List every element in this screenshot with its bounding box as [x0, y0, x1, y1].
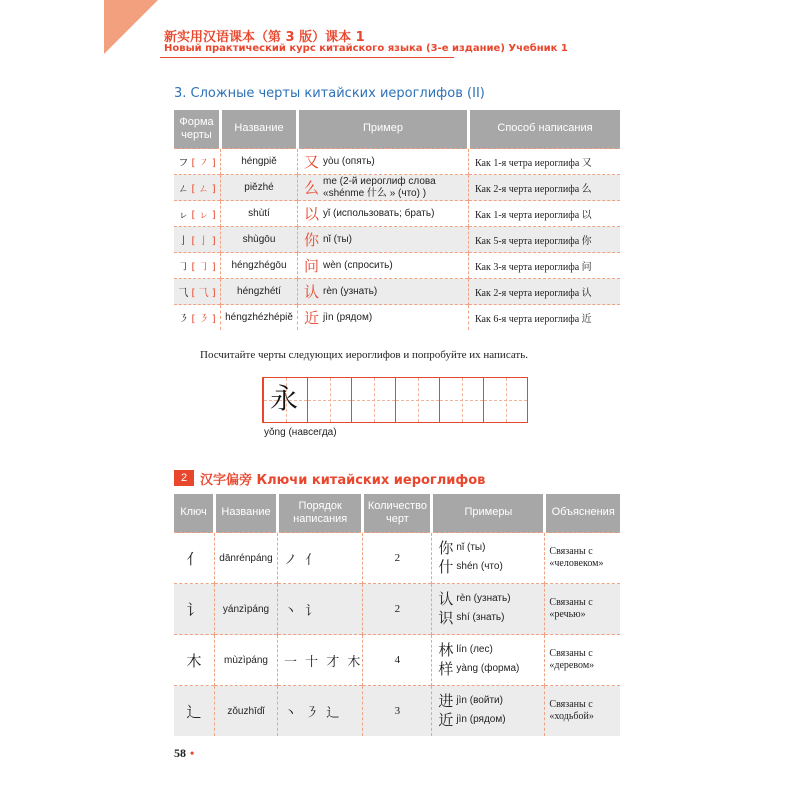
table-row	[174, 305, 620, 331]
radicals-table	[174, 494, 620, 736]
col-name: Название	[221, 110, 298, 149]
method-cell: Как 2-я черта иероглифа 认	[469, 279, 621, 305]
stroke-cell: フ [ ㇇ ]	[174, 149, 221, 175]
example-cell: 么 me (2-й иероглиф слова «shénme 什么 » (что) )	[298, 175, 469, 201]
example-cell: 以 yǐ (использовать; брать)	[298, 201, 469, 227]
stroke-name: shùtí	[221, 201, 298, 227]
radical-name: zǒuzhīdǐ	[215, 686, 278, 737]
table-row	[174, 279, 620, 305]
example-cell: 又 yòu (опять)	[298, 149, 469, 175]
stroke-name: piězhé	[221, 175, 298, 201]
grid-cell	[307, 378, 351, 422]
col-method: Способ написания	[469, 110, 621, 149]
col-key: Ключ	[174, 494, 215, 533]
radical-name: mùzìpáng	[215, 635, 278, 686]
col-order: Порядок написания	[278, 494, 363, 533]
radical-key: 木	[174, 635, 215, 686]
grid-cell	[439, 378, 483, 422]
page-dot: •	[190, 746, 195, 760]
stroke-name: héngzhégōu	[221, 253, 298, 279]
grid-cell	[483, 378, 527, 422]
method-cell: Как 1-я черта иероглифа 以	[469, 201, 621, 227]
stroke-cell: 亅 [ 亅 ]	[174, 227, 221, 253]
example-cell: 认 rèn (узнать)	[298, 279, 469, 305]
method-cell: Как 1-я четра иероглифа 又	[469, 149, 621, 175]
stroke-count: 4	[363, 635, 432, 686]
stroke-cell: ㇾ [ ㇾ ]	[174, 201, 221, 227]
stroke-name: héngzhézhépiě	[221, 305, 298, 331]
explanation-cell: Связаны с «деревом»	[545, 635, 620, 686]
method-cell: Как 6-я черта иероглифа 近	[469, 305, 621, 331]
explanation-cell: Связаны с «человеком»	[545, 533, 620, 584]
stroke-name: héngpiě	[221, 149, 298, 175]
example-cell: 你 nǐ (ты)	[298, 227, 469, 253]
stroke-order: ノ 亻	[278, 533, 363, 584]
method-cell: Как 2-я черта иероглифа 么	[469, 175, 621, 201]
example-cell: 问 wèn (спросить)	[298, 253, 469, 279]
header-divider	[160, 57, 454, 58]
radical-key: 辶	[174, 686, 215, 737]
practice-instruction: Посчитайте черты следующих иероглифов и попробуйте их написать.	[200, 349, 529, 361]
explanation-cell: Связаны с «ходьбой»	[545, 686, 620, 737]
table-row	[174, 533, 620, 584]
examples-cell: 进jìn (войти) 近jìn (рядом)	[432, 686, 545, 737]
stroke-cell: ⺄ [ ⺄ ]	[174, 279, 221, 305]
stroke-count: 3	[363, 686, 432, 737]
stroke-cell: ㇋ [ ㇋ ]	[174, 305, 221, 331]
stroke-count: 2	[363, 533, 432, 584]
examples-cell: 你nǐ (ты) 什shén (что)	[432, 533, 545, 584]
radical-name: yánzìpáng	[215, 584, 278, 635]
col-example: Пример	[298, 110, 469, 149]
stroke-order: 丶 ㇋ 辶	[278, 686, 363, 737]
table-row	[174, 201, 620, 227]
table-row	[174, 149, 620, 175]
col-name: Название	[215, 494, 278, 533]
radical-name: dānrénpáng	[215, 533, 278, 584]
table-row	[174, 686, 620, 737]
page-number: 58 •	[174, 746, 195, 760]
table-row	[174, 584, 620, 635]
col-count: Количество черт	[363, 494, 432, 533]
table-row	[174, 635, 620, 686]
explanation-cell: Связаны с «речью»	[545, 584, 620, 635]
method-cell: Как 5-я черта иероглифа 你	[469, 227, 621, 253]
section3-title: 3. Сложные черты китайских иероглифов (II)	[174, 86, 485, 101]
example-cell: 近 jìn (рядом)	[298, 305, 469, 331]
method-cell: Как 3-я черта иероглифа 问	[469, 253, 621, 279]
section2-badge: 2	[174, 470, 194, 486]
stroke-order: 丶 讠	[278, 584, 363, 635]
strokes-table	[174, 110, 620, 330]
col-explanation: Объяснения	[545, 494, 620, 533]
corner-decoration	[104, 0, 158, 54]
radical-key: 讠	[174, 584, 215, 635]
stroke-count: 2	[363, 584, 432, 635]
stroke-order: 一 十 才 木	[278, 635, 363, 686]
examples-cell: 林lín (лес) 样yàng (форма)	[432, 635, 545, 686]
section2-title: 汉字偏旁 Ключи китайских иероглифов	[200, 473, 486, 488]
stroke-cell: ㇆ [ ㇆ ]	[174, 253, 221, 279]
table-row	[174, 175, 620, 201]
col-stroke-form: Форма черты	[174, 110, 221, 149]
grid-cell	[395, 378, 439, 422]
table-row	[174, 253, 620, 279]
table-row	[174, 227, 620, 253]
stroke-name: shùgōu	[221, 227, 298, 253]
header-title-cn: 新实用汉语课本（第 3 版）课本 1	[164, 30, 365, 45]
examples-cell: 认rèn (узнать) 识shí (знать)	[432, 584, 545, 635]
stroke-name: héngzhétí	[221, 279, 298, 305]
practice-pinyin: yǒng (навсегда)	[264, 427, 337, 438]
stroke-cell: ㄥ [ ㄥ ]	[174, 175, 221, 201]
practice-char: 永	[269, 382, 298, 415]
header-title-ru: Новый практический курс китайского языка (3-е издание) Учебник 1	[164, 43, 568, 54]
writing-grid	[262, 377, 528, 423]
col-examples: Примеры	[432, 494, 545, 533]
radical-key: 亻	[174, 533, 215, 584]
grid-cell	[351, 378, 395, 422]
